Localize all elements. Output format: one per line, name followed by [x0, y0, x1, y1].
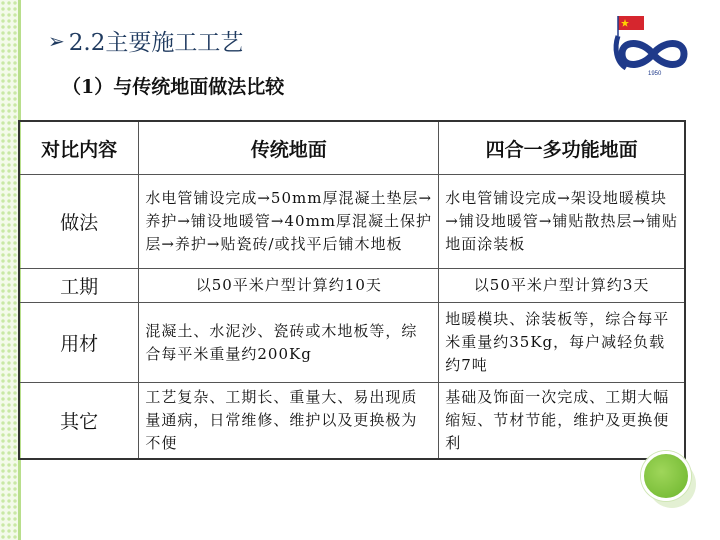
company-logo	[612, 14, 694, 76]
new-cell: 水电管铺设完成→架设地暖模块→铺设地暖管→铺贴散热层→铺贴地面涂装板	[439, 175, 685, 269]
table-row	[19, 303, 685, 383]
logo-infinity-mark	[622, 44, 684, 65]
decorative-green-circle	[641, 451, 691, 501]
header-new: 四合一多功能地面	[439, 121, 685, 175]
slide-subtitle: （1）与传统地面做法比较	[62, 76, 285, 98]
traditional-cell: 混凝土、水泥沙、瓷砖或木地板等，综合每平米重量约200Kg	[139, 303, 439, 383]
header-traditional: 传统地面	[139, 121, 439, 175]
traditional-cell: 工艺复杂、工期长、重量大、易出现质量通病，日常维修、维护以及更换极为不便	[139, 383, 439, 460]
header-criteria: 对比内容	[19, 121, 139, 175]
table-row	[19, 383, 685, 460]
slide-title-text: 2.2主要施工工艺	[68, 30, 244, 56]
row-label: 其它	[19, 383, 139, 460]
comparison-table	[18, 120, 686, 460]
table-row	[19, 175, 685, 269]
arrow-bullet-icon: ➢	[48, 28, 65, 53]
table-row	[19, 269, 685, 303]
row-label: 用材	[19, 303, 139, 383]
logo-year: 1950	[648, 71, 662, 76]
row-label: 做法	[19, 175, 139, 269]
new-cell: 基础及饰面一次完成、工期大幅缩短、节材节能，维护及更换便利	[439, 383, 685, 460]
slide-title	[48, 24, 243, 57]
traditional-cell: 水电管铺设完成→50mm厚混凝土垫层→养护→铺设地暖管→40mm厚混凝土保护层→养护→贴瓷砖/或找平后铺木地板	[139, 175, 439, 269]
left-dotted-stripe	[0, 0, 18, 540]
table-header-row	[19, 121, 685, 175]
traditional-cell: 以50平米户型计算约10天	[139, 269, 439, 303]
new-cell: 地暖模块、涂装板等，综合每平米重量约35Kg，每户减轻负载约7吨	[439, 303, 685, 383]
row-label: 工期	[19, 269, 139, 303]
new-cell: 以50平米户型计算约3天	[439, 269, 685, 303]
logo-flag	[618, 16, 644, 30]
